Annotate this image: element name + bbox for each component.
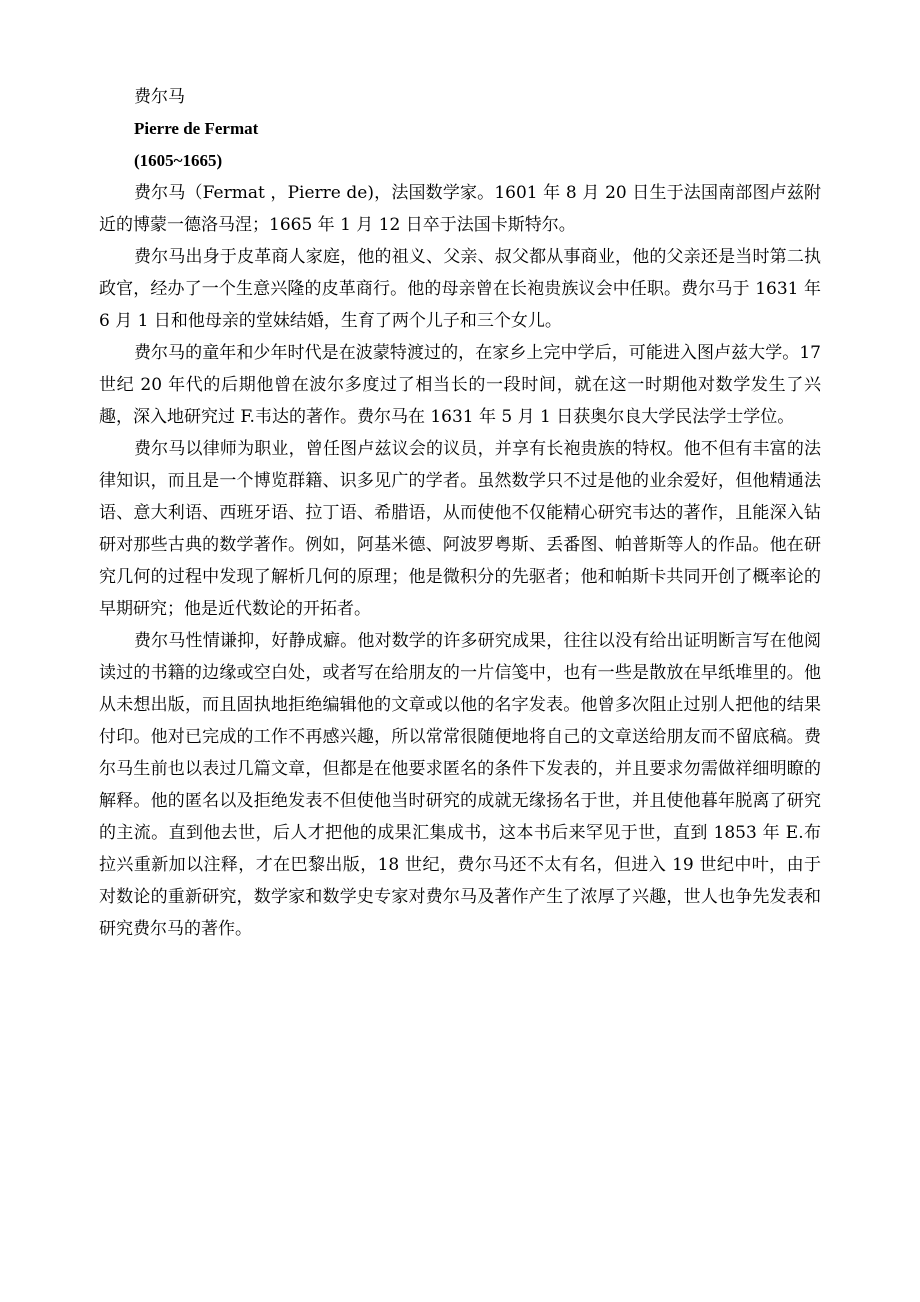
paragraph-family: 费尔马出身于皮革商人家庭，他的祖义、父亲、叔父都从事商业，他的父亲还是当时第二执政官，经办了一个生意兴隆的皮革商行。他的母亲曾在长袍贵族议会中任职。费尔马于 1631 年 6 月 1 日和他母亲的堂妹结婚，生育了两个儿子和三个女儿。 bbox=[99, 247, 821, 331]
paragraph-education: 费尔马的童年和少年时代是在波蒙特渡过的，在家乡上完中学后，可能进入图卢兹大学。17 世纪 20 年代的后期他曾在波尔多度过了相当长的一段时间，就在这一时期他对数学发生了兴趣，深入地研究过 F.韦达的著作。费尔马在 1631 年 5 月 1 日获奥尔良大学民法学士学位。 bbox=[99, 343, 821, 427]
title-chinese: 费尔马 bbox=[134, 87, 185, 107]
paragraph-character-legacy: 费尔马性情谦抑，好静成癖。他对数学的许多研究成果，往往以没有给出证明断言写在他阅读过的书籍的边缘或空白处，或者写在给朋友的一片信笺中，也有一些是散放在早纸堆里的。他从未想出版，而且固执地拒绝编辑他的文章或以他的名字发表。他曾多次阻止过别人把他的结果付印。他对已完成的工作不再感兴趣，所以常常很随便地将自己的文章送给朋友而不留底稿。费尔马生前也以表过几篇文章，但都是在他要求匿名的条件下发表的，并且要求勿需做祥细明瞭的解释。他的匿名以及拒绝发表不但使他当时研究的成就无缘扬名于世，并且使他暮年脱离了研究的主流。直到他去世，后人才把他的成果汇集成书，这本书后来罕见于世，直到 1853 年 E.布拉兴重新加以注释，才在巴黎出版，18 世纪，费尔马还不太有名，但进入 19 世纪中叶，由于对数论的重新研究，数学家和数学史专家对费尔马及著作产生了浓厚了兴趣，世人也争先发表和研究费尔马的著作。 bbox=[99, 631, 821, 939]
lifespan-dates: (1605~1665) bbox=[134, 151, 223, 170]
paragraph-career: 费尔马以律师为职业，曾任图卢兹议会的议员，并享有长袍贵族的特权。他不但有丰富的法律知识，而且是一个博览群籍、识多见广的学者。虽然数学只不过是他的业余爱好，但他精通法语、意大利语、西班牙语、拉丁语、希腊语，从而使他不仅能精心研究韦达的著作，且能深入钻研对那些古典的数学著作。例如，阿基米德、阿波罗粤斯、丢番图、帕普斯等人的作品。他在研究几何的过程中发现了解析几何的原理；他是微积分的先驱者；他和帕斯卡共同开创了概率论的早期研究；他是近代数论的开拓者。 bbox=[99, 439, 821, 619]
document-page bbox=[99, 81, 821, 945]
title-english: Pierre de Fermat bbox=[134, 119, 259, 138]
paragraph-birth-death: 费尔马（Fermat ，Pierre de)，法国数学家。1601 年 8 月 20 日生于法国南部图卢兹附近的博蒙一德洛马涅；1665 年 1 月 12 日卒于法国卡斯特尔。 bbox=[99, 183, 821, 235]
